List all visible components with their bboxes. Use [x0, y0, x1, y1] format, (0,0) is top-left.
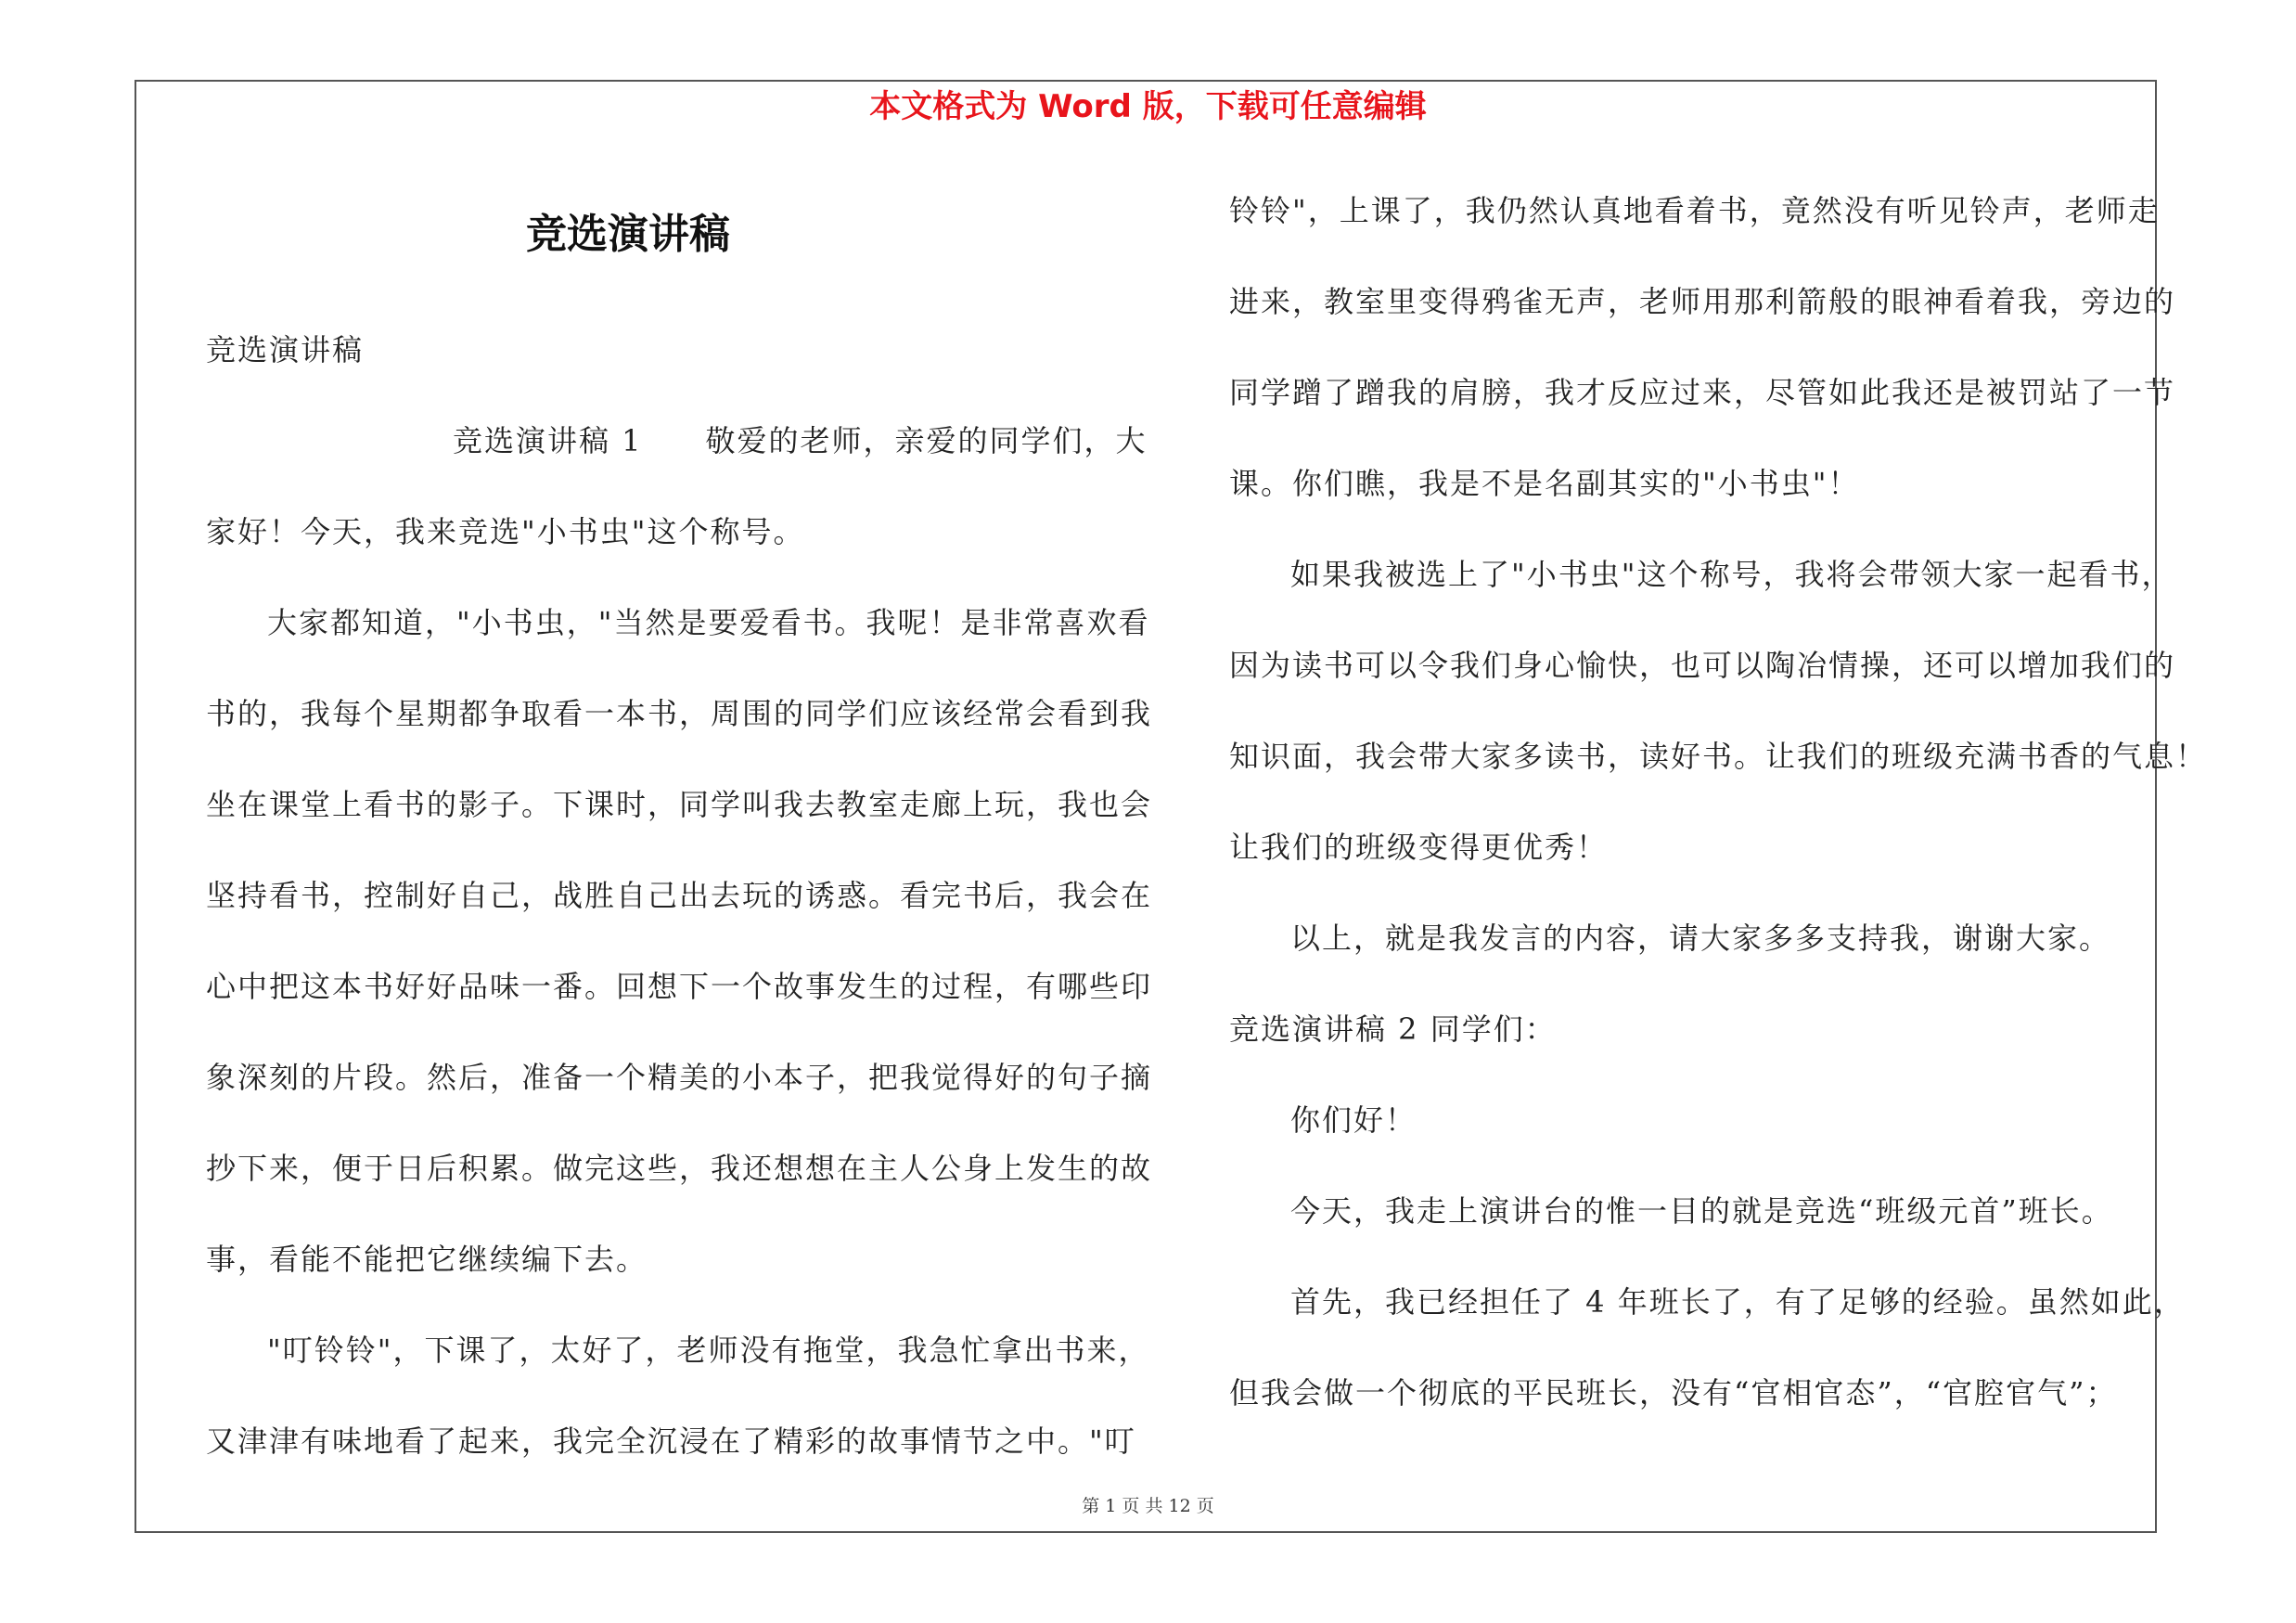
left-line-3: 家好！今天，我来竞选"小书虫"这个称号。	[206, 514, 805, 549]
right-line-8: 让我们的班级变得更优秀！	[1229, 830, 1609, 865]
right-line-14: 但我会做一个彻底的平民班长，没有“官相官态”，“官腔官气”；	[1229, 1375, 2118, 1410]
right-line-2: 进来，教室里变得鸦雀无声，老师用那利箭般的眼神看着我，旁边的	[1229, 284, 2176, 319]
right-line-4: 课。你们瞧，我是不是名副其实的"小书虫"！	[1229, 466, 1860, 501]
right-line-13: 首先，我已经担任了 4 年班长了，有了足够的经验。虽然如此，	[1290, 1284, 2186, 1320]
format-banner: 本文格式为 Word 版，下载可任意编辑	[869, 88, 1427, 125]
left-line-7: 坚持看书，控制好自己，战胜自己出去玩的诱惑。看完书后，我会在	[206, 878, 1153, 913]
left-line-9: 象深刻的片段。然后，准备一个精美的小本子，把我觉得好的句子摘	[206, 1060, 1153, 1095]
left-line-5: 书的，我每个星期都争取看一本书，周围的同学们应该经常会看到我	[206, 696, 1153, 731]
left-line-4: 大家都知道，"小书虫，"当然是要爱看书。我呢！是非常喜欢看	[267, 605, 1150, 640]
left-line-2: 竞选演讲稿 1 敬爱的老师，亲爱的同学们，大	[453, 423, 1148, 458]
document-title: 竞选演讲稿	[526, 211, 730, 258]
left-line-1: 竞选演讲稿	[206, 332, 365, 367]
right-line-10: 竞选演讲稿 2 同学们：	[1229, 1011, 1557, 1047]
right-line-5: 如果我被选上了"小书虫"这个称号，我将会带领大家一起看书，	[1290, 557, 2174, 592]
right-line-9: 以上，就是我发言的内容，请大家多多支持我，谢谢大家。	[1290, 921, 2111, 956]
right-line-12: 今天，我走上演讲台的惟一目的就是竞选“班级元首”班长。	[1290, 1193, 2113, 1229]
left-line-8: 心中把这本书好好品味一番。回想下一个故事发生的过程，有哪些印	[206, 969, 1153, 1004]
right-line-3: 同学蹭了蹭我的肩膀，我才反应过来，尽管如此我还是被罚站了一节	[1229, 375, 2176, 410]
right-line-11: 你们好！	[1290, 1102, 1417, 1138]
left-line-11: 事，看能不能把它继续编下去。	[206, 1242, 648, 1277]
left-line-6: 坐在课堂上看书的影子。下课时，同学叫我去教室走廊上玩，我也会	[206, 787, 1153, 822]
right-line-7: 知识面，我会带大家多读书，读好书。让我们的班级充满书香的气息！	[1229, 739, 2208, 774]
right-line-6: 因为读书可以令我们身心愉快，也可以陶冶情操，还可以增加我们的	[1229, 648, 2176, 683]
left-line-13: 又津津有味地看了起来，我完全沉浸在了精彩的故事情节之中。"叮	[206, 1423, 1136, 1459]
page-number: 第 1 页 共 12 页	[1082, 1496, 1214, 1516]
left-line-10: 抄下来，便于日后积累。做完这些，我还想想在主人公身上发生的故	[206, 1151, 1153, 1186]
left-line-12: "叮铃铃"，下课了，太好了，老师没有拖堂，我急忙拿出书来，	[267, 1333, 1150, 1368]
right-line-1: 铃铃"，上课了，我仍然认真地看着书，竟然没有听见铃声，老师走	[1229, 193, 2160, 228]
